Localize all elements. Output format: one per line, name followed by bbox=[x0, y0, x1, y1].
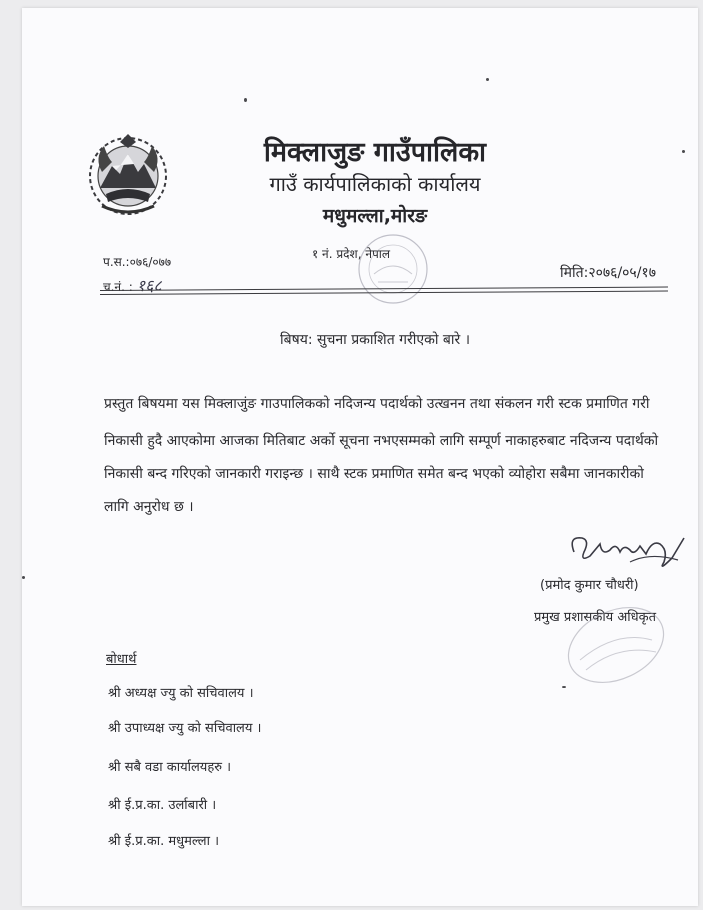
cc-item: श्री सबै वडा कार्यालयहरु । bbox=[108, 760, 232, 775]
province-text: १ नं. प्रदेश, नेपाल bbox=[312, 247, 391, 261]
cc-heading: बोधार्थ bbox=[106, 652, 137, 667]
scan-speck bbox=[22, 576, 25, 579]
office-name: गाउँ कार्यपालिकाको कार्यालय bbox=[269, 172, 481, 196]
signature-icon bbox=[560, 522, 690, 582]
cc-item: श्री ई.प्र.का. उर्लाबारी । bbox=[108, 798, 217, 813]
cc-item: श्री अध्यक्ष ज्यु को सचिवालय । bbox=[108, 686, 254, 701]
letter-date: मिति:२०७६/०५/१७ bbox=[560, 265, 656, 281]
dispatch-label: च.नं. : bbox=[103, 280, 133, 294]
dispatch-number: १६८ bbox=[136, 276, 162, 295]
body-line-3: निकासी बन्द गरिएको जानकारी गराइन्छ । साथै स्टक प्रमाणित समेत बन्द भएको व्योहोरा सबैमा जानकारीको bbox=[104, 466, 644, 482]
fiscal-year: प.स.:०७६/०७७ bbox=[103, 255, 172, 269]
letter-subject: बिषय: सुचना प्रकाशित गरीएको बारे । bbox=[280, 332, 471, 348]
cc-item: श्री ई.प्र.का. मधुमल्ला । bbox=[108, 834, 220, 849]
body-line-2: निकासी हुदै आएकोमा आजका मितिबाट अर्को सूचना नभएसम्मको लागि सम्पूर्ण नाकाहरुबाट नदिजन्य पदार्थको bbox=[104, 433, 659, 449]
cc-item: श्री उपाध्यक्ष ज्यु को सचिवालय । bbox=[108, 721, 262, 736]
body-line-4: लागि अनुरोध छ । bbox=[104, 499, 194, 515]
scan-speck bbox=[244, 98, 247, 102]
scan-speck bbox=[562, 686, 566, 688]
municipality-name: मिक्लाजुङ गाउँपालिका bbox=[263, 137, 487, 168]
scan-speck bbox=[682, 150, 685, 153]
official-seal-icon bbox=[556, 600, 676, 690]
office-location: मधुमल्ला,मोरङ bbox=[322, 205, 428, 227]
scan-speck bbox=[486, 78, 489, 81]
signatory-name: (प्रमोद कुमार चौधरी) bbox=[540, 578, 639, 593]
body-line-1: प्रस्तुत बिषयमा यस मिक्लाजुंङ गाउपालिकको नदिजन्य पदार्थको उत्खनन तथा संकलन गरी स्टक प्रमाणित गरी bbox=[104, 396, 650, 412]
signatory-title: प्रमुख प्रशासकीय अधिकृत bbox=[534, 610, 657, 625]
office-stamp-icon bbox=[352, 228, 434, 310]
nepal-emblem-icon bbox=[82, 128, 174, 220]
